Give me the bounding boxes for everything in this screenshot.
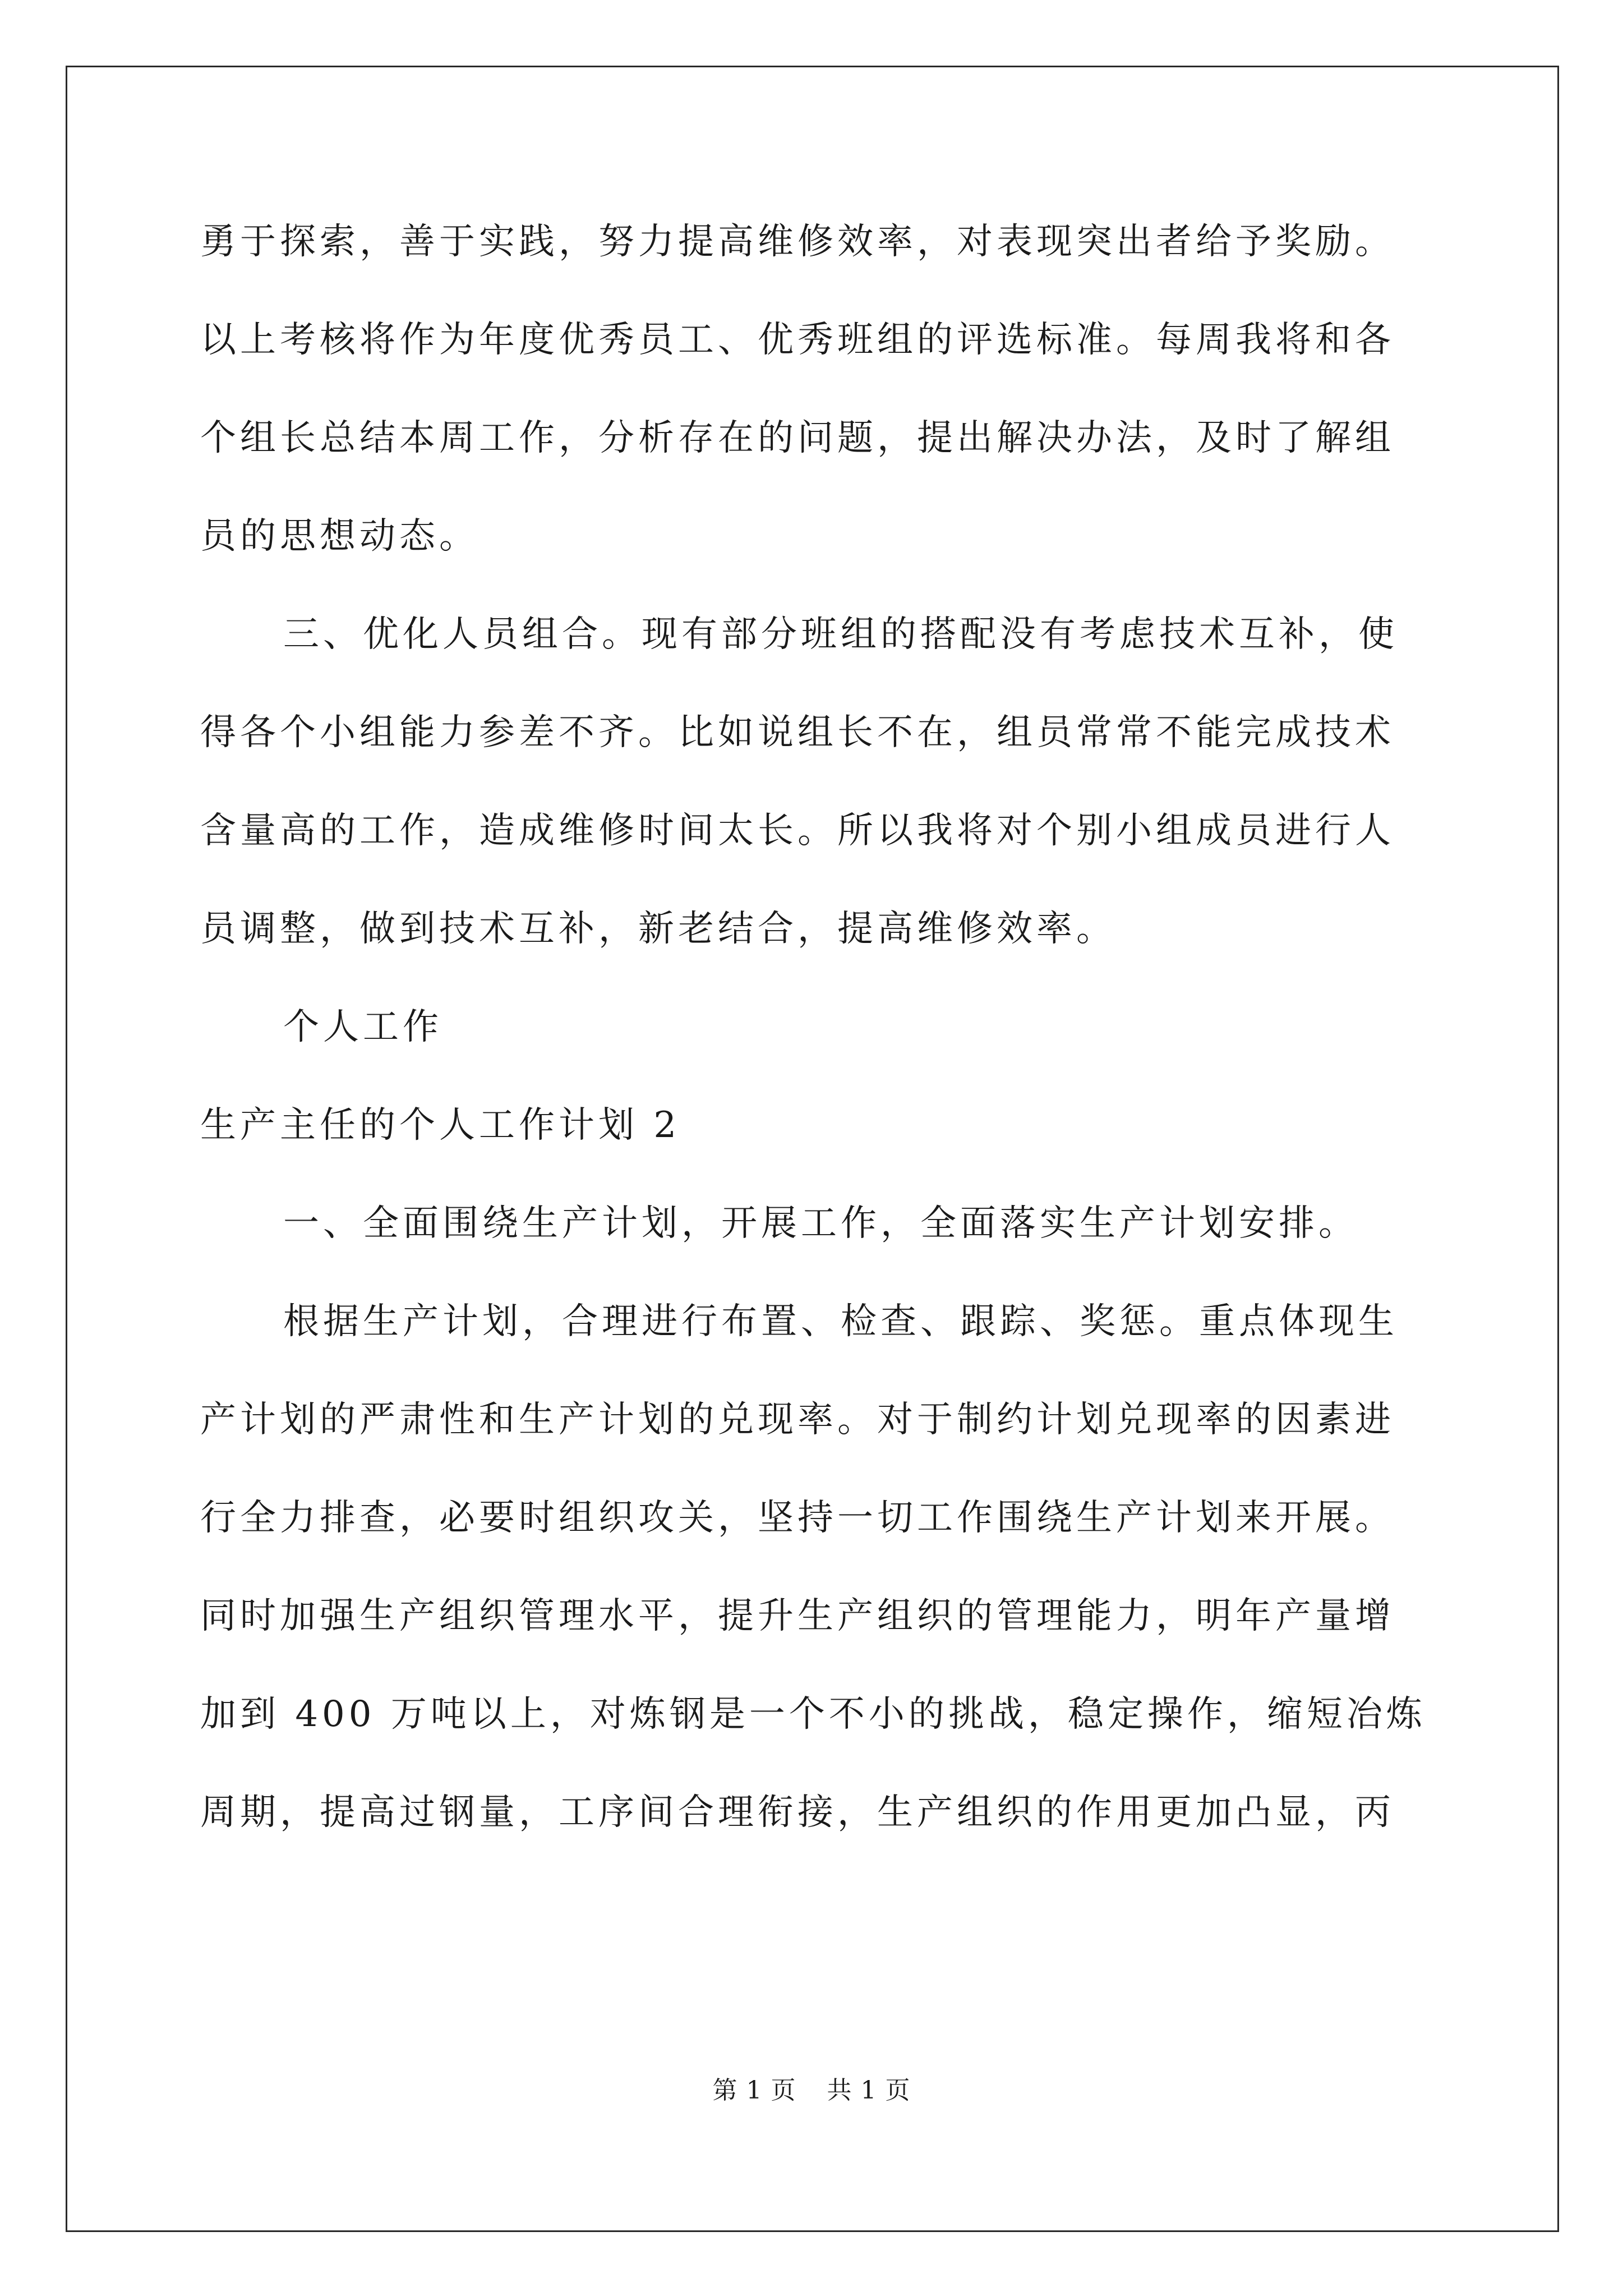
text-line: 员的思想动态。: [200, 516, 479, 557]
document-body: [200, 217, 1426, 1885]
page-total: 共 1 页: [827, 2076, 911, 2105]
text-line: 加到 400 万吨以上，对炼钢是一个不小的挑战，稳定操作，缩短冶炼: [200, 1694, 1426, 1735]
section-heading-1: 一、全面围绕生产计划，开展工作，全面落实生产计划安排。: [283, 1203, 1358, 1244]
text-line: 勇于探索，善于实践，努力提高维修效率，对表现突出者给予奖励。: [200, 221, 1395, 263]
section-heading-3: 三、优化人员组合。现有部分班组的搭配没有考虑技术互补，使: [283, 614, 1398, 655]
page-footer: [0, 2070, 1623, 2106]
text-line: 含量高的工作，造成维修时间太长。所以我将对个别小组成员进行人: [200, 810, 1395, 852]
text-line: 以上考核将作为年度优秀员工、优秀班组的评选标准。每周我将和各: [200, 319, 1395, 361]
category-label: 个人工作: [283, 1006, 442, 1048]
text-line: 同时加强生产组织管理水平，提升生产组织的管理能力，明年产量增: [200, 1595, 1395, 1637]
text-line: 周期，提高过钢量，工序间合理衔接，生产组织的作用更加凸显，丙: [200, 1792, 1395, 1833]
text-line: 根据生产计划，合理进行布置、检查、跟踪、奖惩。重点体现生: [283, 1301, 1398, 1342]
page-number: 第 1 页: [712, 2076, 796, 2105]
text-line: 产计划的严肃性和生产计划的兑现率。对于制约计划兑现率的因素进: [200, 1399, 1395, 1441]
text-line: 个组长总结本周工作，分析存在的问题，提出解决办法，及时了解组: [200, 417, 1395, 459]
text-line: 员调整，做到技术互补，新老结合，提高维修效率。: [200, 908, 1116, 950]
text-line: 得各个小组能力参差不齐。比如说组长不在，组员常常不能完成技术: [200, 712, 1395, 753]
document-title: 生产主任的个人工作计划 2: [200, 1105, 681, 1146]
text-line: 行全力排查，必要时组织攻关，坚持一切工作围绕生产计划来开展。: [200, 1497, 1395, 1539]
